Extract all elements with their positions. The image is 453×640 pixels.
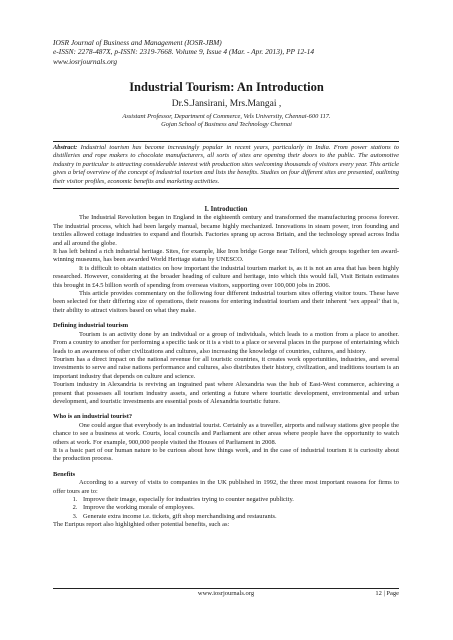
paragraph: It has left behind a rich industrial heritage. Sites, for example, like Iron bridge Gorge near Telford, which groups together ten award-winning museums, has been awarded World Heritage status by UNESCO. [53,248,399,264]
paper-title: Industrial Tourism: An Introduction [129,80,324,94]
footer-site: www.iosrjournals.org [197,590,255,597]
paragraph: Tourism industry in Alexandria is reviving an ingrained past where Alexandria was the hub of East-West commerce, achieving a present that possesses all tourism industry assets, and orienting a future where touristic development, environmental and urban development, and touristic investments are essential posts of Alexandria touristic future. [53,381,399,405]
page-footer [53,588,399,599]
paper-body [53,206,399,530]
abstract-text: Industrial tourism has become increasingly popular in recent years, particularly in India. From power stations to distilleries and rope makers to chocolate manufacturers, all sorts of sites are opening their doors to the public. The automotive industry in particular is attracting considerable interest with production sites welcoming thousands of visitors every year. This article gives a brief overview of the concept of industrial tourism and lists the benefits. Studies on four different sites are presented, outlining their visitor profiles, economic benefits and marketing activities. [53,144,399,185]
paragraph: The Industrial Revolution began in England in the eighteenth century and transformed the manufacturing process forever. The industrial process, which had been largely manual, became highly mechanized. Innovations in steam power, iron founding and textiles allowed cottage industries to expand and flourish. Factories sprang up across Britain, and the technology spread across India and all around the globe. [53,214,399,247]
journal-name: IOSR Journal of Business and Management (IOSR-JBM) [53,38,222,47]
paragraph: One could argue that everybody is an industrial tourist. Certainly as a traveller, airports and railway stations give people the chance to see a business at work. Courts, local councils and Parliament are other areas where people have the opportunity to watch others at work. For example, 900,000 people visited the Houses of Parliament in 2008. [53,421,399,446]
list-item: 1. Improve their image, especially for industries trying to counter negative publicity. [79,496,399,504]
benefits-list [53,496,399,521]
journal-site: www.iosrjournals.org [53,56,118,66]
abstract-box [53,141,399,189]
journal-issn: e-ISSN: 2278-487X, p-ISSN: 2319-7668. Volume 9, Issue 4 (Mar. - Apr. 2013), PP 12-14 [53,47,315,57]
subheading-defining-industrial-tourism: Defining industrial tourism [53,322,129,330]
subheading-who-is-industrial-tourist: Who is an industrial tourist? [53,413,133,421]
page-number: 12 | Page [375,590,399,597]
paragraph: Tourism is an activity done by an individual or a group of individuals, which leads to a motion from a place to another. From a country to another for performing a specific task or it is a visit to a place or several places in the purpose of entertaining which leads to an awareness of other civilizations and cultures, also increasing the knowledge of countries, cultures, and history. [53,330,399,355]
paragraph: According to a survey of visits to companies in the UK published in 1992, the three most important reasons for firms to offer tours are to: [53,479,399,495]
section-heading-introduction: I. Introduction [204,206,248,213]
list-item: 2. Improve the working morale of employees. [79,504,399,512]
paragraph: This article provides commentary on the following four different industrial tourism sites offering visitor tours. These have been selected for their differing size of operations, their reasons for entering industrial tourism and their inherent ‘sex appeal’ that is, their ability to attract visitors based on what they make. [53,290,399,314]
paper-authors: Dr.S.Jansirani, Mrs.Mangai , [171,99,282,109]
journal-header [53,38,413,66]
subheading-benefits: Benefits [53,470,76,478]
abstract-label: Abstract: [53,144,78,151]
paragraph: It is a basic part of our human nature to be curious about how things work, and in the case of industrial tourism it is curiosity about the production process. [53,446,399,463]
paragraph: The Euripus report also highlighted other potential benefits, such as: [53,521,230,529]
paragraph: It is difficult to obtain statistics on how important the industrial tourism market is, as it is not an area that has been highly researched. However, considering at the broader heading of culture and heritage, into which this would fall, Visit Britain estimates this brought in £4.5 billion worth of spending from overseas visitors, supporting over 100,000 jobs in 2006. [53,264,399,289]
paragraph: Tourism has a direct impact on the national revenue for all touristic countries, it creates work opportunities, industries, and several investments to serve and raise nations performance and cultures, also distributes their history, civilization, and traditions tourism is an important industry that depends on culture and science. [53,355,399,380]
affiliation-line: Assistant Professor, Department of Commerce, Vels University, Chennai-600 117. [122,113,331,120]
affiliations [0,113,453,130]
list-item: 3. Generate extra income i.e. tickets, gift shop merchandising and restaurants. [79,513,399,521]
affiliation-line: Gojan School of Business and Technology Chennai [161,121,292,129]
